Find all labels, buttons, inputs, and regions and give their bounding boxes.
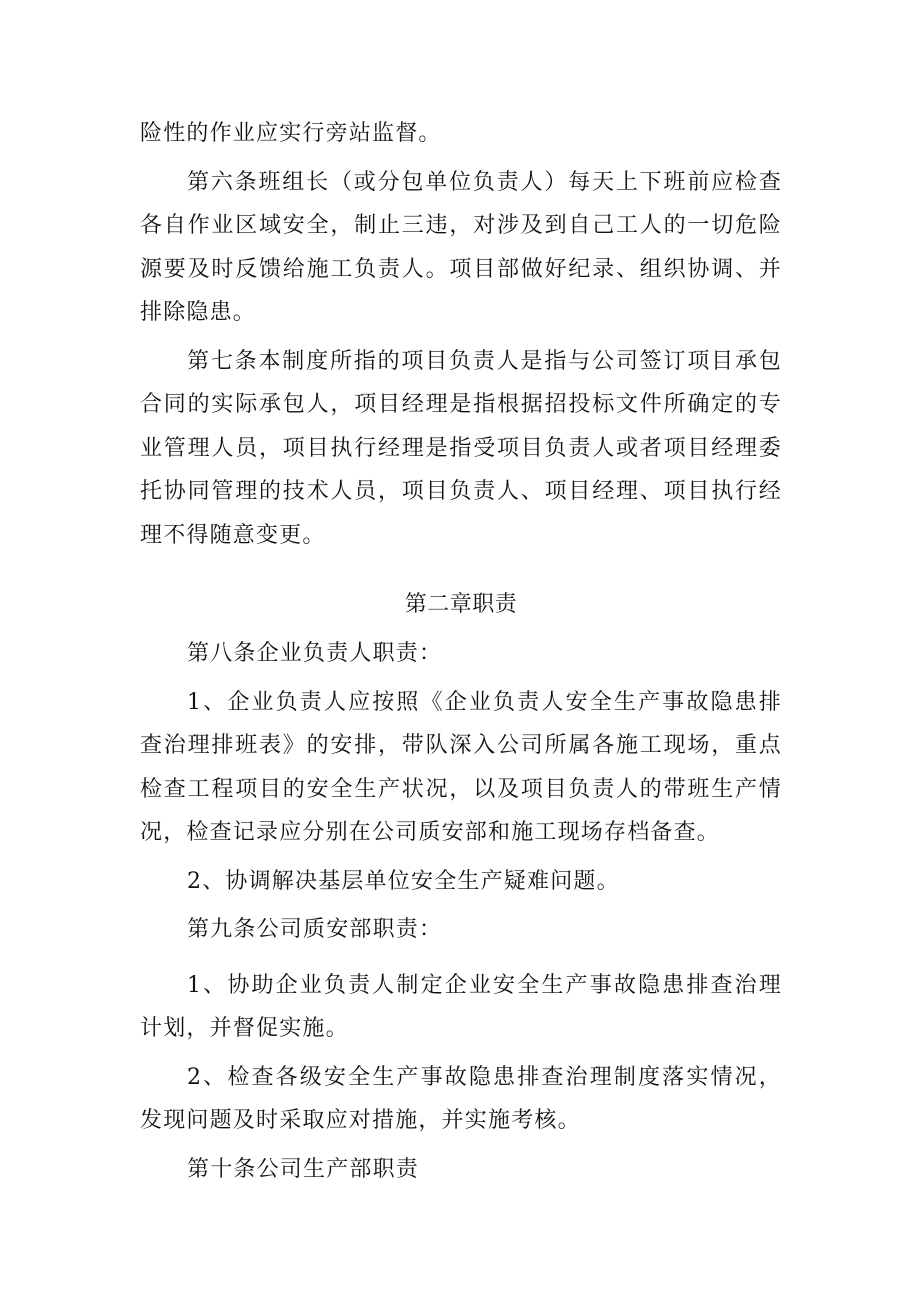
document-page [140,112,782,1191]
paragraph-article-9-item-1: 1、协助企业负责人制定企业安全生产事故隐患排查治理计划，并督促实施。 [140,972,782,1041]
chapter-title: 第二章职责 [404,592,518,617]
paragraph-article-6: 第六条班组长（或分包单位负责人）每天上下班前应检查各自作业区域安全，制止三违，对涉及到自己工人的一切危险源要及时反馈给施工负责人。项目部做好纪录、组织协调、并排除隐患。 [140,169,782,325]
paragraph-article-7: 第七条本制度所指的项目负责人是指与公司签订项目承包合同的实际承包人，项目经理是指根据招投标文件所确定的专业管理人员，项目执行经理是指受项目负责人或者项目经理委托协同管理的技术人员，项目负责人、项目经理、项目执行经理不得随意变更。 [140,348,782,548]
paragraph-article-8: 第八条企业负责人职责： [187,641,443,666]
paragraph-article-10: 第十条公司生产部职责 [187,1156,420,1182]
paragraph-article-9-item-2: 2、检查各级安全生产事故隐患排查治理制度落实情况，发现问题及时采取应对措施，并实施考核。 [140,1064,782,1133]
paragraph-article-8-item-2: 2、协调解决基层单位安全生产疑难问题。 [187,868,620,894]
paragraph-continuation: 险性的作业应实行旁站监督。 [140,121,442,146]
paragraph-article-8-item-1: 1、企业负责人应按照《企业负责人安全生产事故隐患排查治理排班表》的安排，带队深入公司所属各施工现场，重点检查工程项目的安全生产状况，以及项目负责人的带班生产情况，检查记录应分别在公司质安部和施工现场存档备查。 [140,689,782,845]
paragraph-article-9: 第九条公司质安部职责： [187,917,443,942]
